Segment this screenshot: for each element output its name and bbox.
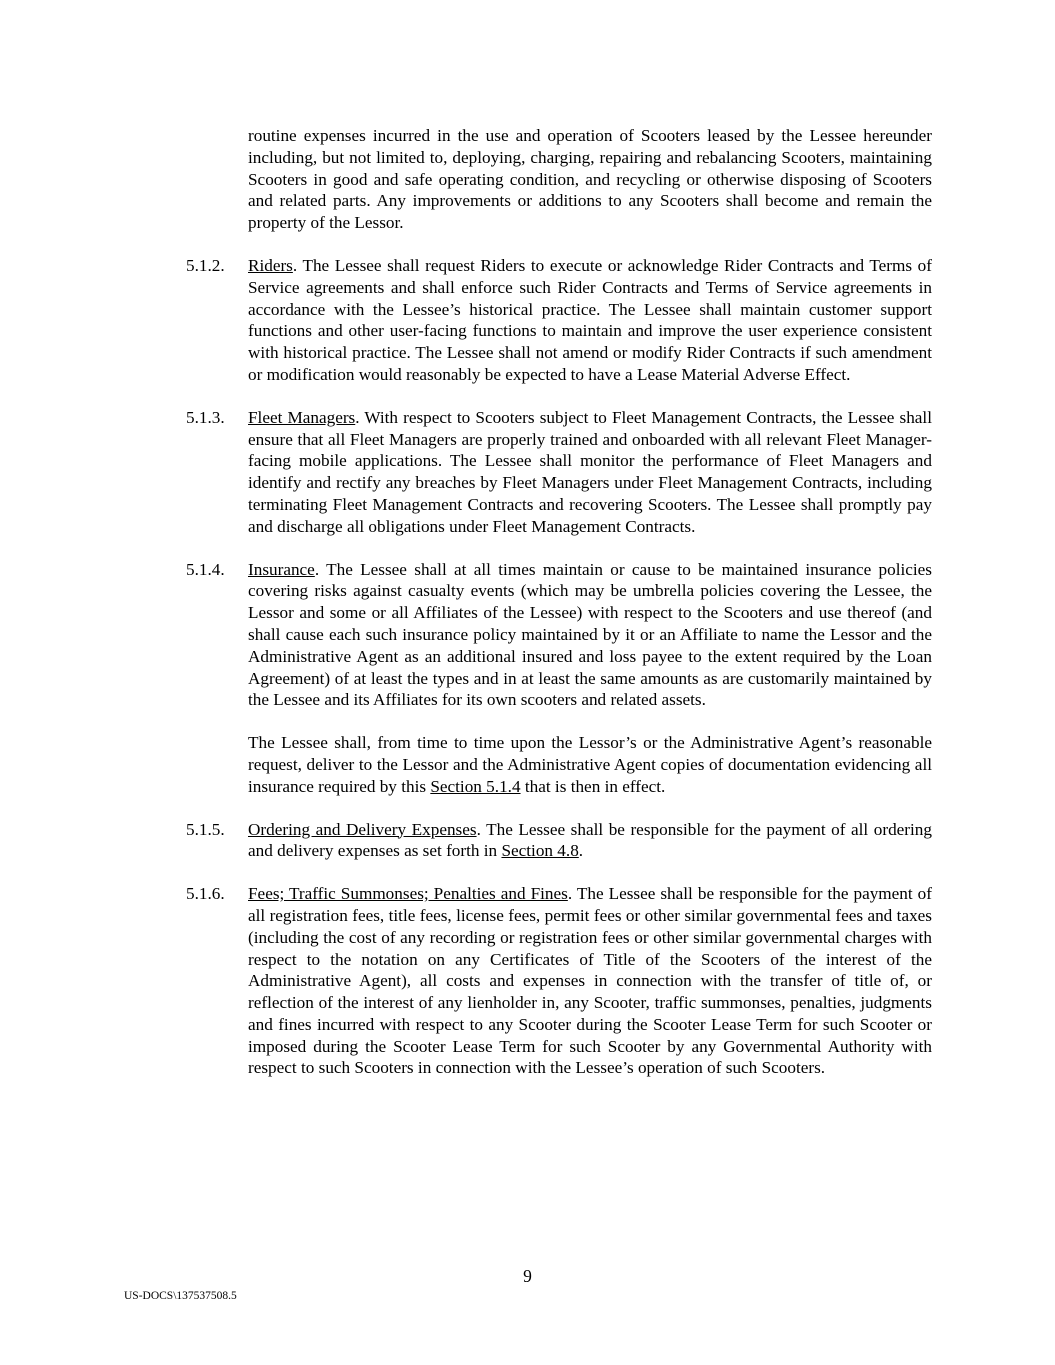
- intro-paragraph: routine expenses incurred in the use and operation of Scooters leased by the Lessee hereunder including, but not limited to, deploying, charging, repairing and rebalancing Scooters, maintaining Scooters in good and safe operating condition, and recycling or otherwise disposing of Scooters and related parts. Any improvements or additions to any Scooters shall become and remain the property of the Lessor.: [248, 126, 932, 233]
- section-text: [248, 255, 932, 386]
- section-body-end: .: [578, 841, 584, 861]
- continuation-text: The Lessee shall, from time to time upon the Lessor’s or the Administrative Agent’s reasonable request, deliver to the Lessor and the Administrative Agent copies of documentation evidencing all insurance required by this: [248, 733, 932, 796]
- section-body: . The Lessee shall at all times maintain or cause to be maintained insurance policies covering risks against casualty events (which may be umbrella policies covering the Lessee, the Lessor and some or all Affiliates of the Lessee) with respect to the Scooters and use thereof (and shall cause each such insurance policy maintained by it or an Affiliate to name the Lessor and the Administrative Agent as an additional insured and loss payee to the extent required by the Loan Agreement) of at least the types and in at least the same amounts as are customarily maintained by the Lessee and its Affiliates for its own scooters and related assets.: [248, 559, 932, 710]
- section-number: 5.1.6.: [186, 884, 225, 904]
- continuation-text-end: that is then in effect.: [520, 776, 666, 796]
- section-heading: Ordering and Delivery Expenses: [248, 819, 477, 839]
- section-5-1-5: [186, 819, 932, 863]
- section-5-1-2: [186, 255, 932, 386]
- section-text: [248, 407, 932, 538]
- section-body: . The Lessee shall be responsible for the payment of all registration fees, title fees, license fees, permit fees or other similar governmental fees and taxes (including the cost of any recording or registration fees or other similar governmental charges with respect to the notation on any Certificates of Title of the Scooters of the interest of the Administrative Agent), all costs and expenses in connection with the transfer of title of, or reflection of the interest of any lienholder in, any Scooter, traffic summonses, penalties, judgments and fines incurred with respect to any Scooter during the Scooter Lease Term for such Scooter or imposed during the Scooter Lease Term for such Scooter by any Governmental Authority with respect to such Scooters in connection with the Lessee’s operation of such Scooters.: [248, 884, 933, 1078]
- section-5-1-3: [186, 407, 932, 538]
- document-body: [186, 125, 932, 1100]
- section-heading: Fleet Managers: [248, 407, 356, 427]
- section-text: [248, 883, 932, 1079]
- section-body: . The Lessee shall be responsible for the payment of all ordering and delivery expenses as set forth in: [248, 819, 932, 861]
- section-number: 5.1.3.: [186, 407, 225, 427]
- section-reference: Section 4.8: [501, 841, 579, 861]
- section-reference: Section 5.1.4: [430, 776, 521, 796]
- page-number: 9: [523, 1266, 532, 1286]
- section-5-1-4: [186, 559, 932, 712]
- section-number: 5.1.4.: [186, 559, 225, 579]
- section-text: [248, 559, 932, 712]
- section-heading: Insurance: [248, 559, 315, 579]
- section-body: . With respect to Scooters subject to Fleet Management Contracts, the Lessee shall ensure that all Fleet Managers are properly trained and onboarded with all relevant Fleet Manager-facing mobile applications. The Lessee shall monitor the performance of Fleet Managers and identify and rectify any breaches by Fleet Managers under Fleet Management Contracts, including terminating Fleet Management Contracts and recovering Scooters. The Lessee shall promptly pay and discharge all obligations under Fleet Management Contracts.: [248, 407, 932, 536]
- section-text: [248, 819, 932, 863]
- section-5-1-6: [186, 883, 932, 1079]
- section-number: 5.1.2.: [186, 255, 225, 275]
- document-id: US-DOCS\137537508.5: [124, 1290, 237, 1302]
- section-body: . The Lessee shall request Riders to execute or acknowledge Rider Contracts and Terms of Service agreements and shall enforce such Rider Contracts and Terms of Service agreements in accordance with the Lessee’s historical practice. The Lessee shall maintain customer support functions and other user-facing functions to maintain and improve the user experience consistent with historical practice. The Lessee shall not amend or modify Rider Contracts if such amendment or modification would reasonably be expected to have a Lease Material Adverse Effect.: [248, 255, 932, 384]
- section-heading: Riders: [248, 255, 293, 275]
- section-heading: Fees; Traffic Summonses; Penalties and Fines: [248, 884, 568, 904]
- section-5-1-4-continuation: [248, 732, 932, 797]
- section-number: 5.1.5.: [186, 819, 225, 839]
